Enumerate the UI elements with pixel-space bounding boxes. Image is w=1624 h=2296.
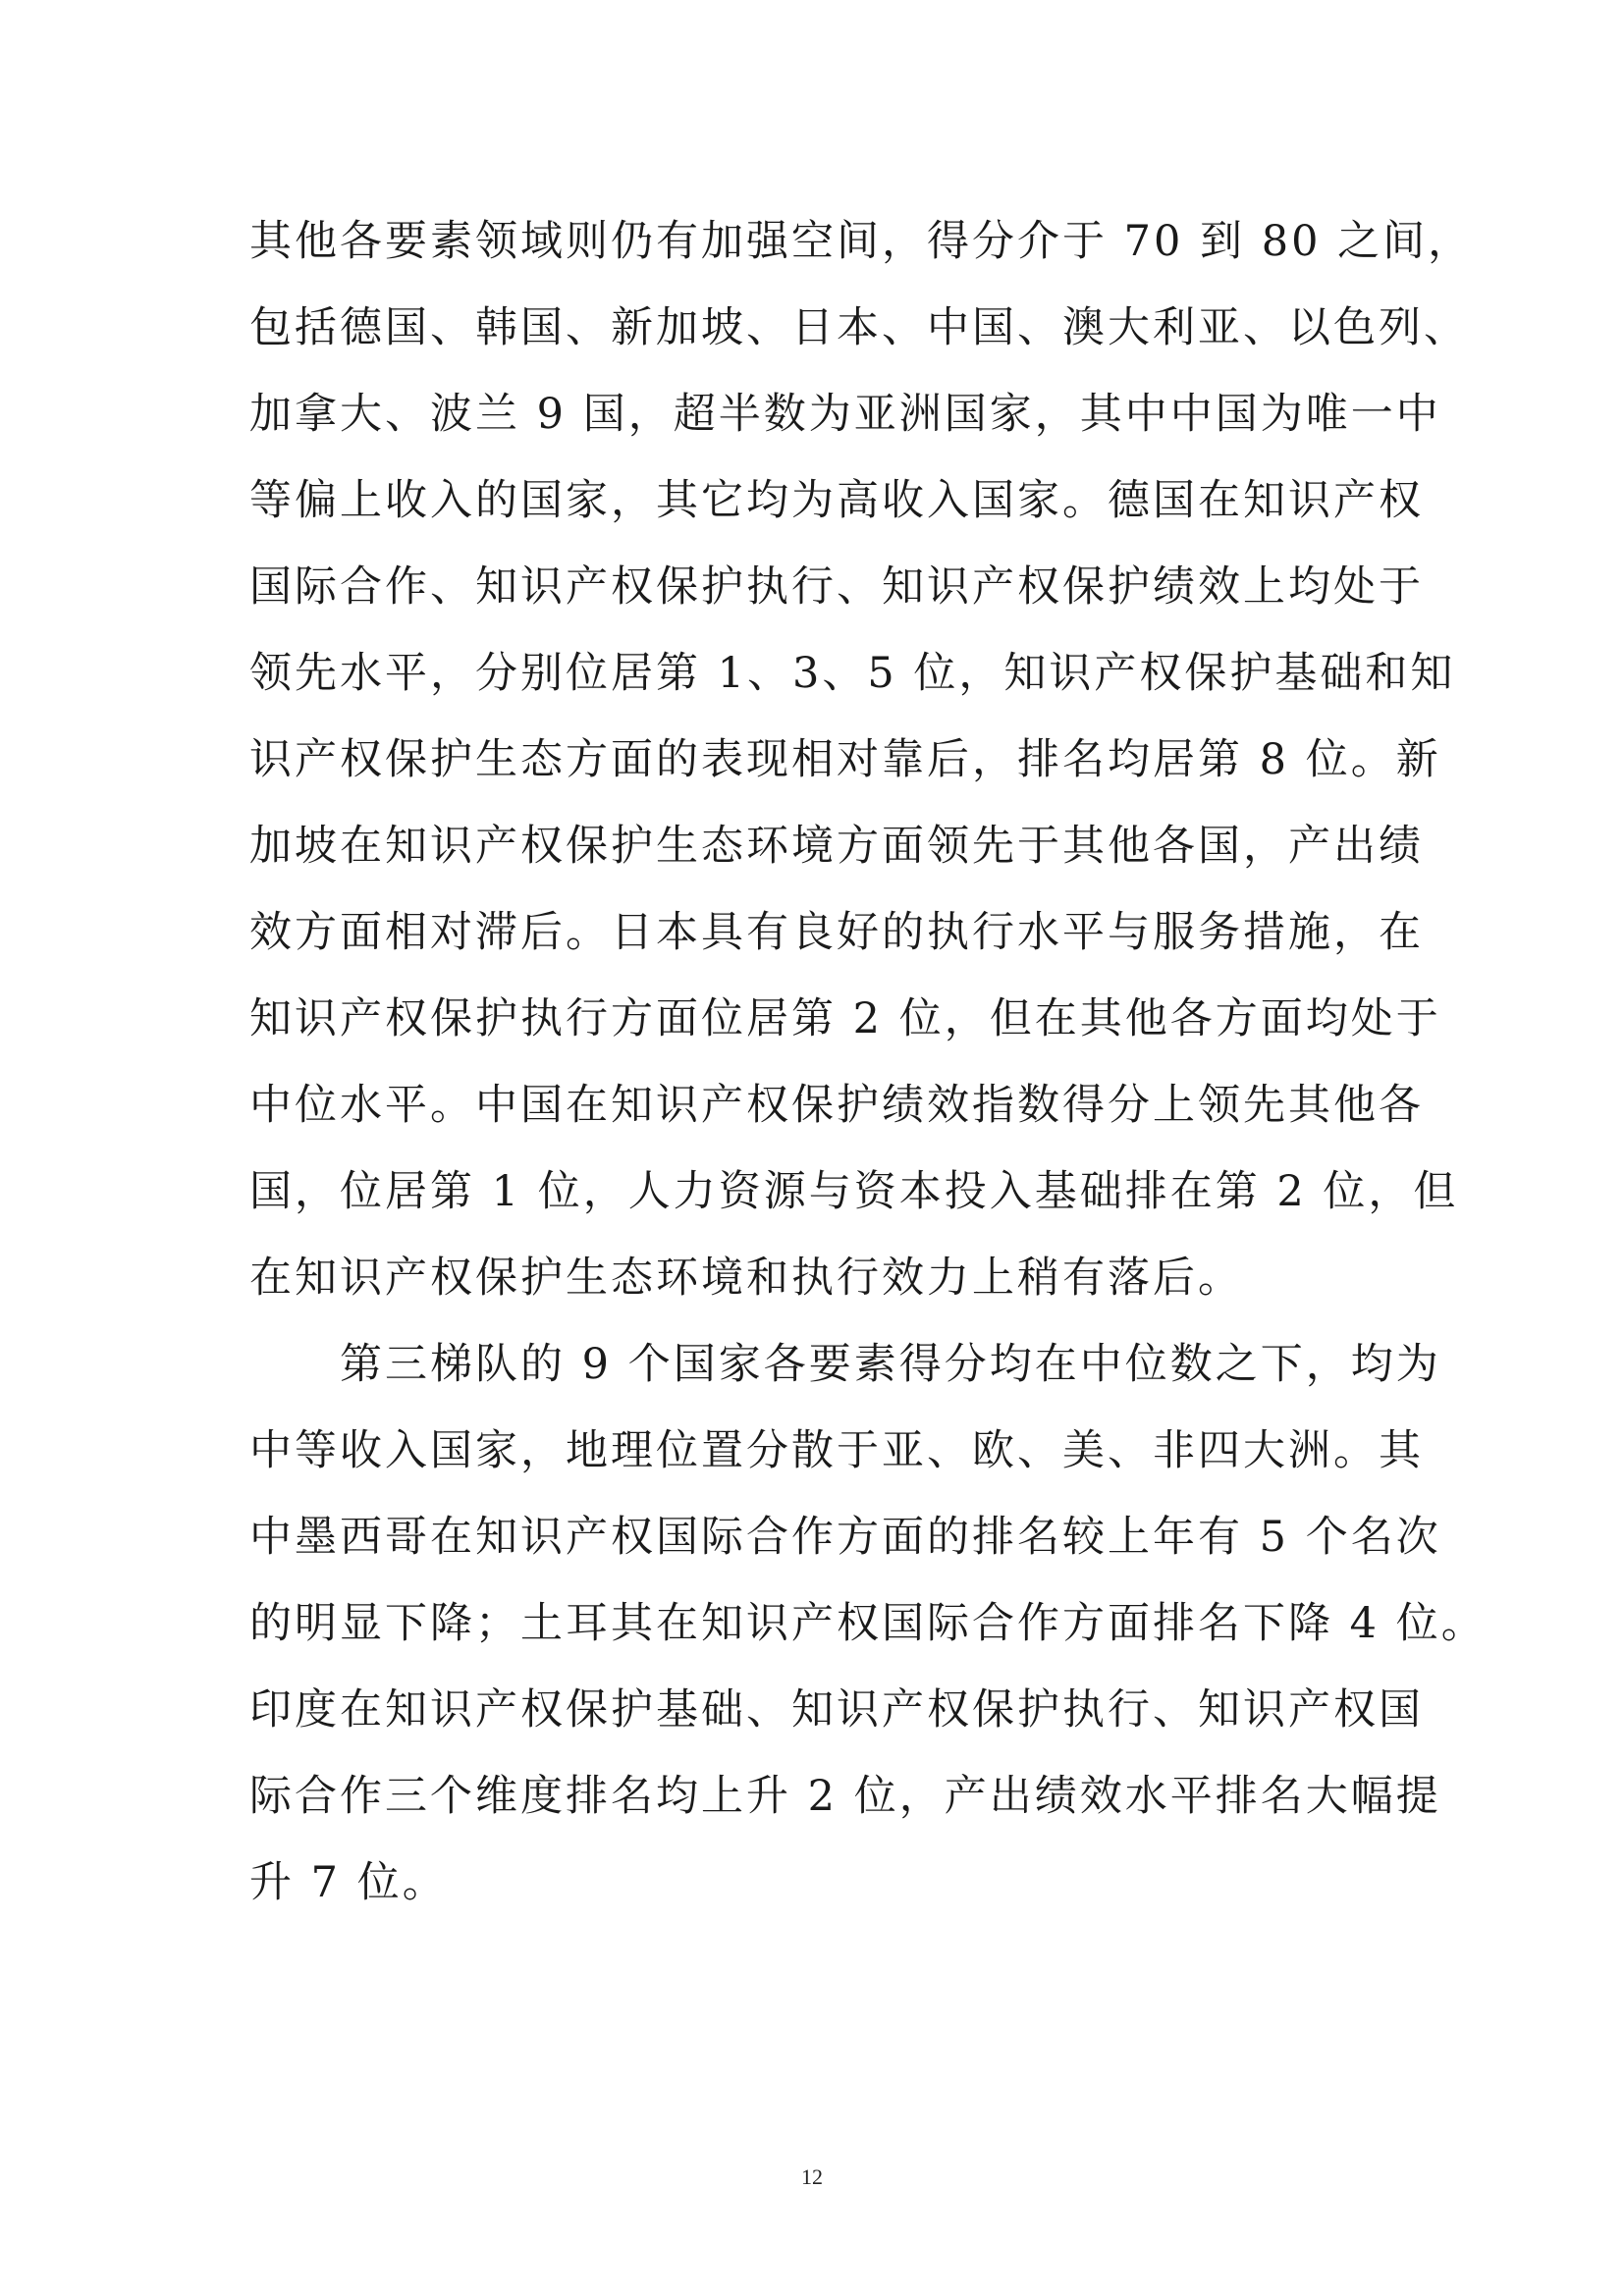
text-line: 在知识产权保护生态环境和执行效力上稍有落后。 [249, 1254, 1243, 1303]
text-line: 升 7 位。 [249, 1858, 448, 1907]
document-body [249, 198, 1487, 1926]
text-line: 领先水平，分别位居第 1、3、5 位，知识产权保护基础和知 [249, 649, 1456, 698]
paragraph-tier-three-summary [249, 1321, 1487, 1926]
page-number: 12 [801, 2164, 823, 2189]
text-line: 国际合作、知识产权保护执行、知识产权保护绩效上均处于 [249, 562, 1424, 612]
text-line: 加拿大、波兰 9 国，超半数为亚洲国家，其中中国为唯一中 [249, 390, 1441, 439]
text-line: 其他各要素领域则仍有加强空间，得分介于 70 到 80 之间， [249, 217, 1474, 266]
text-line: 中等收入国家，地理位置分散于亚、欧、美、非四大洲。其 [249, 1426, 1424, 1475]
text-line: 识产权保护生态方面的表现相对靠后，排名均居第 8 位。新 [249, 735, 1441, 784]
text-line: 际合作三个维度排名均上升 2 位，产出绩效水平排名大幅提 [249, 1772, 1441, 1821]
text-line: 中墨西哥在知识产权国际合作方面的排名较上年有 5 个名次 [249, 1513, 1441, 1562]
text-line: 国，位居第 1 位，人力资源与资本投入基础排在第 2 位，但 [249, 1167, 1459, 1216]
text-line: 第三梯队的 9 个国家各要素得分均在中位数之下，均为 [340, 1340, 1441, 1389]
text-line: 等偏上收入的国家，其它均为高收入国家。德国在知识产权 [249, 476, 1424, 525]
text-line: 效方面相对滞后。日本具有良好的执行水平与服务措施，在 [249, 908, 1424, 957]
text-line: 加坡在知识产权保护生态环境方面领先于其他各国，产出绩 [249, 822, 1424, 871]
text-line: 印度在知识产权保护基础、知识产权保护执行、知识产权国 [249, 1685, 1424, 1735]
text-line: 中位水平。中国在知识产权保护绩效指数得分上领先其他各 [249, 1081, 1424, 1130]
text-line: 的明显下降；土耳其在知识产权国际合作方面排名下降 4 位。 [249, 1599, 1487, 1648]
paragraph-tier-two-summary [249, 198, 1474, 1321]
text-line: 包括德国、韩国、新加坡、日本、中国、澳大利亚、以色列、 [249, 303, 1469, 352]
text-line: 知识产权保护执行方面位居第 2 位，但在其他各方面均处于 [249, 994, 1441, 1043]
